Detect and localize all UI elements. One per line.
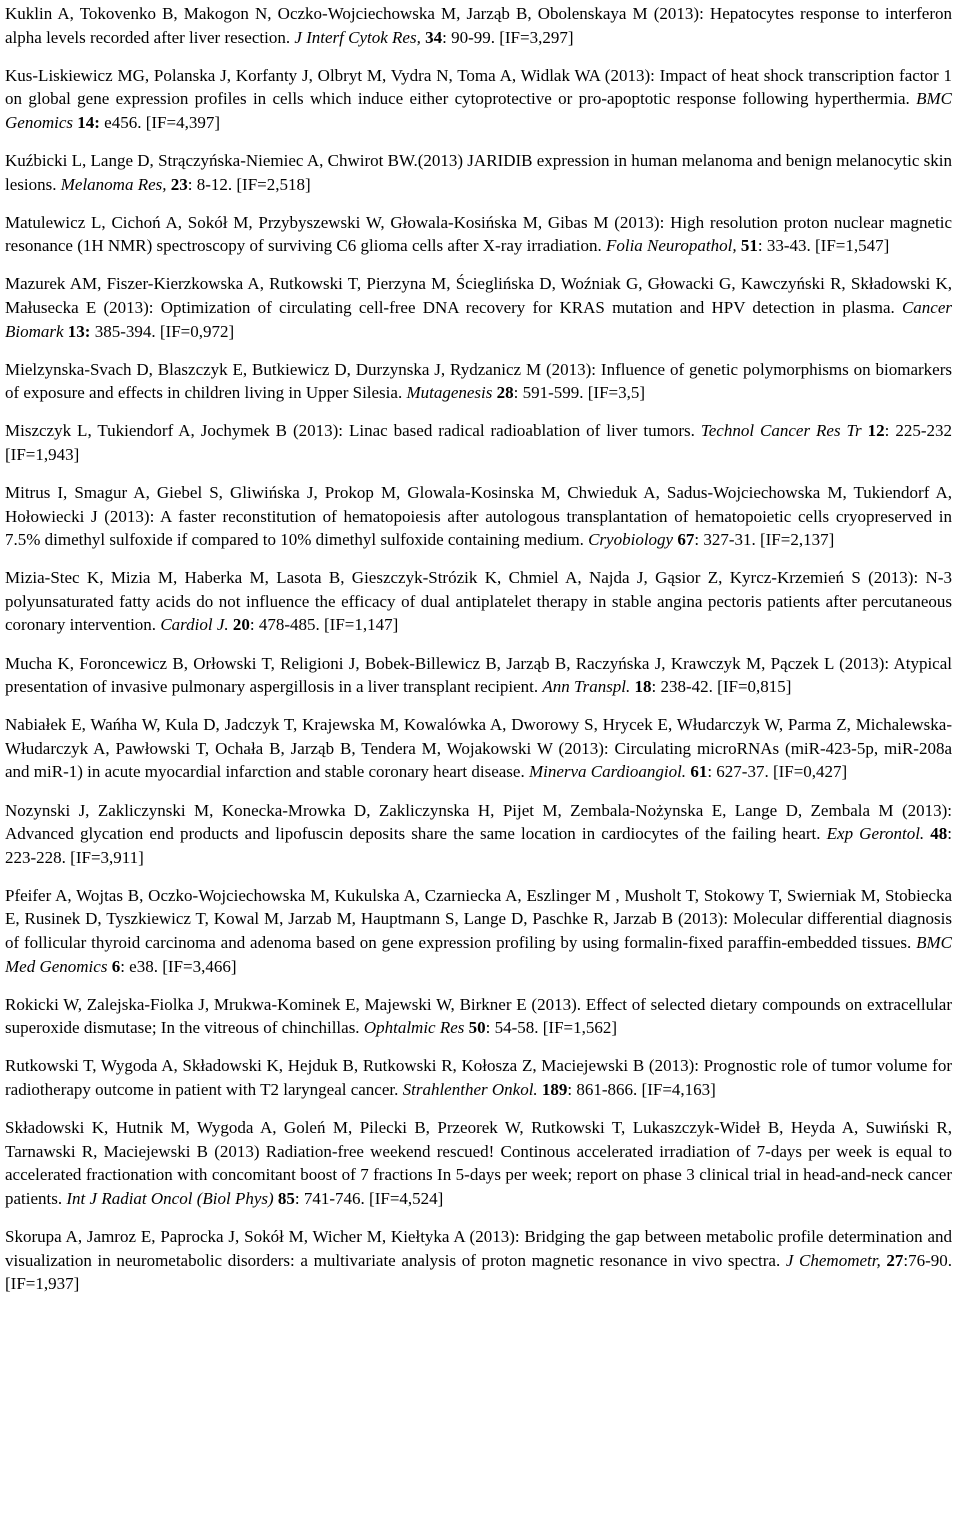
reference-authors: Mitrus I, Smagur A, Giebel S, Gliwińska J, Prokop M, Glowala-Kosinska M, Chwieduk A, Sadus-Wojciechowska M, Tukiendorf A, Hołowiecki J (2013): A faster reconstitution of hematopoiesis after autologous transplantation of hematopoietic cells cryopreserved in 7.5% dimethyl sulfoxide if compared to 10% dimethyl sulfoxide containing medium. <box>5 483 952 550</box>
reference-volume: 12 <box>867 421 885 441</box>
reference-journal: Mutagenesis <box>406 383 493 403</box>
reference-journal: Cancer Biomark <box>5 297 952 341</box>
reference-journal: Minerva Cardioangiol. <box>528 762 687 782</box>
reference-entry <box>5 884 952 978</box>
reference-pages: : 591-599. [IF=3,5] <box>513 383 646 403</box>
reference-entry <box>5 993 952 1040</box>
reference-pages: : 54-58. [IF=1,562] <box>485 1018 618 1038</box>
reference-volume: 20 <box>232 615 250 635</box>
reference-entry <box>5 1054 952 1101</box>
reference-pages: e456. [IF=4,397] <box>99 112 220 132</box>
reference-volume: 85 <box>277 1188 295 1208</box>
reference-volume: 6 <box>111 956 121 976</box>
reference-pages: : 8-12. [IF=2,518] <box>187 174 311 194</box>
reference-volume: 14: <box>77 112 100 132</box>
reference-pages: :76-90. [IF=1,937] <box>5 1250 953 1294</box>
reference-pages: : 327-31. [IF=2,137] <box>694 530 835 550</box>
reference-journal: BMC Genomics <box>5 89 952 132</box>
reference-pages: : 225-232 [IF=1,943] <box>5 421 952 464</box>
reference-entry <box>5 211 952 258</box>
reference-volume: 27 <box>886 1250 904 1270</box>
reference-pages: : e38. [IF=3,466] <box>120 956 237 976</box>
reference-pages: : 861-866. [IF=4,163] <box>567 1079 716 1099</box>
reference-authors: Składowski K, Hutnik M, Wygoda A, Goleń M, Pilecki B, Przeorek W, Rutkowski T, Lukaszczyk-Wideł B, Heyda A, Suwiński R, Tarnawski R, Maciejewski B (2013) Radiation-free weekend rescued! Continous accelerated irradiation of 7-days per week is equal to accelerated fractionation with concomitant boost of 7 fractions In 5-days per week; report on phase 3 clinical trial in head-and-neck cancer patients. <box>5 1118 952 1208</box>
reference-journal: Melanoma Res, <box>60 174 167 194</box>
reference-authors: Pfeifer A, Wojtas B, Oczko-Wojciechowska M, Kukulska A, Czarniecka A, Eszlinger M , Musholt T, Stokowy T, Swierniak M, Stobiecka E, Rusinek D, Tyszkiewicz T, Kowal M, Jarzab M, Hauptmann S, Lange D, Paschke R, Jarzab B (2013): Molecular differential diagnosis of follicular thyroid carcinoma and adenoma based on gene expression profiling by using formalin-fixed paraffin-embedded tissues. <box>5 885 952 952</box>
reference-journal: Ann Transpl. <box>542 677 631 697</box>
reference-volume: 189 <box>541 1079 568 1099</box>
reference-entry <box>5 358 952 405</box>
reference-journal: Cryobiology <box>588 530 674 550</box>
reference-volume: 67 <box>677 530 695 550</box>
reference-entry <box>5 713 952 784</box>
reference-volume: 28 <box>496 383 514 403</box>
reference-volume: 23 <box>170 174 188 194</box>
reference-volume: 50 <box>468 1018 486 1038</box>
reference-pages: : 90-99. [IF=3,297] <box>442 27 574 47</box>
reference-journal: Exp Gerontol. <box>826 824 925 844</box>
reference-entry <box>5 652 952 699</box>
reference-authors: Mizia-Stec K, Mizia M, Haberka M, Lasota B, Gieszczyk-Strózik K, Chmiel A, Najda J, Gąsior Z, Kyrcz-Krzemień S (2013): N-3 polyunsaturated fatty acids do not influence the efficacy of dual antiplatelet therapy in stable angina pectoris patients after percutaneous coronary intervention. <box>5 568 952 635</box>
reference-authors: Rokicki W, Zalejska-Fiolka J, Mrukwa-Kominek E, Majewski W, Birkner E (2013). Effect of selected dietary compounds on extracellular superoxide dismutase; In the vitreous of chinchillas. <box>5 994 952 1038</box>
reference-journal: Ophtalmic Res <box>363 1018 465 1038</box>
reference-pages: : 627-37. [IF=0,427] <box>707 762 848 782</box>
reference-authors: Rutkowski T, Wygoda A, Składowski K, Hejduk B, Rutkowski R, Kołosza Z, Maciejewski B (2013): Prognostic role of tumor volume for radiotherapy outcome in patient with T2 laryngeal cancer. <box>5 1056 952 1099</box>
reference-journal: J Chemometr, <box>785 1250 881 1270</box>
reference-pages: 385-394. [IF=0,972] <box>90 321 235 341</box>
reference-authors: Skorupa A, Jamroz E, Paprocka J, Sokół M, Wicher M, Kiełtyka A (2013): Bridging the gap between metabolic profile determination and visualization in neurometabolic disorders: a multivariate analysis of proton magnetic resonance in vivo spectra. <box>5 1226 952 1270</box>
reference-authors: Kus-Liskiewicz MG, Polanska J, Korfanty J, Olbryt M, Vydra N, Toma A, Widlak WA (2013): Impact of heat shock transcription factor 1 on global gene expression profiles in cells which induce either cytoprotective or pro-apoptotic response following hyperthermia. <box>5 65 952 109</box>
reference-journal: Technol Cancer Res Tr <box>700 421 862 441</box>
reference-authors: Matulewicz L, Cichoń A, Sokół M, Przybyszewski W, Głowala-Kosińska M, Gibas M (2013): High resolution proton nuclear magnetic resonance (1H NMR) spectroscopy of surviving C6 glioma cells after X-ray irradiation. <box>5 212 952 256</box>
reference-entry <box>5 2 952 49</box>
reference-pages: : 33-43. [IF=1,547] <box>757 236 890 256</box>
reference-volume: 48 <box>930 824 948 844</box>
reference-authors: Nozynski J, Zakliczynski M, Konecka-Mrowka D, Zakliczynska H, Pijet M, Zembala-Nożynska E, Lange D, Zembala M (2013): Advanced glycation end products and lipofuscin deposits share the same location in cardiocytes of the failing heart. <box>5 800 952 844</box>
reference-volume: 51 <box>740 236 758 256</box>
reference-volume: 13: <box>67 321 91 341</box>
reference-entry <box>5 566 952 637</box>
reference-authors: Mucha K, Foroncewicz B, Orłowski T, Religioni J, Bobek-Billewicz B, Jarząb B, Raczyńska J, Krawczyk M, Pączek L (2013): Atypical presentation of invasive pulmonary aspergillosis in a liver transplant recipient. <box>5 653 952 697</box>
reference-journal: Int J Radiat Oncol (Biol Phys) <box>66 1188 274 1208</box>
reference-authors: Miszczyk L, Tukiendorf A, Jochymek B (2013): Linac based radical radioablation of liver tumors. <box>5 421 701 441</box>
reference-entry <box>5 1116 952 1210</box>
reference-entry <box>5 799 952 870</box>
reference-entry <box>5 149 952 196</box>
reference-authors: Mazurek AM, Fiszer-Kierzkowska A, Rutkowski T, Pierzyna M, Ścieglińska D, Woźniak G, Głowacki G, Kawczyński R, Składowski K, Małusecka E (2013): Optimization of circulating cell-free DNA recovery for KRAS mutation and HPV detection in plasma. <box>5 274 952 317</box>
reference-pages: : 223-228. [IF=3,911] <box>5 824 953 867</box>
reference-authors: Kuklin A, Tokovenko B, Makogon N, Oczko-Wojciechowska M, Jarząb B, Obolenskaya M (2013): Hepatocytes response to interferon alpha levels recorded after liver resection. <box>5 4 952 47</box>
reference-entry <box>5 481 952 552</box>
reference-journal: Folia Neuropathol, <box>605 236 737 256</box>
reference-volume: 61 <box>690 762 708 782</box>
reference-entry <box>5 419 952 466</box>
reference-pages: : 741-746. [IF=4,524] <box>294 1188 444 1208</box>
reference-pages: : 478-485. [IF=1,147] <box>249 615 399 635</box>
reference-entry <box>5 1225 952 1296</box>
reference-authors: Nabiałek E, Wańha W, Kula D, Jadczyk T, Krajewska M, Kowalówka A, Dworowy S, Hrycek E, Włudarczyk W, Parma Z, Michalewska-Włudarczyk A, Pawłowski T, Ochała B, Jarząb B, Tendera M, Wojakowski W (2013): Circulating microRNAs (miR-423-5p, miR-208a and miR-1) in acute myocardial infarction and stable coronary heart disease. <box>5 715 952 782</box>
reference-authors: Mielzynska-Svach D, Blaszczyk E, Butkiewicz D, Durzynska J, Rydzanicz M (2013): Influence of genetic polymorphisms on biomarkers of exposure and effects in children living in Upper Silesia. <box>5 359 952 403</box>
reference-volume: 18 <box>634 677 652 697</box>
reference-authors: Kuźbicki L, Lange D, Strączyńska-Niemiec A, Chwirot BW.(2013) JARIDIB expression in human melanoma and benign melanocytic skin lesions. <box>5 150 952 194</box>
reference-journal: J Interf Cytok Res, <box>294 27 421 47</box>
reference-journal: Cardiol J. <box>160 615 229 635</box>
reference-volume: 34 <box>425 27 443 47</box>
reference-journal: BMC Med Genomics <box>5 933 952 976</box>
reference-entry <box>5 64 952 135</box>
reference-entry <box>5 272 952 343</box>
reference-journal: Strahlenther Onkol. <box>402 1079 538 1099</box>
reference-pages: : 238-42. [IF=0,815] <box>651 677 792 697</box>
